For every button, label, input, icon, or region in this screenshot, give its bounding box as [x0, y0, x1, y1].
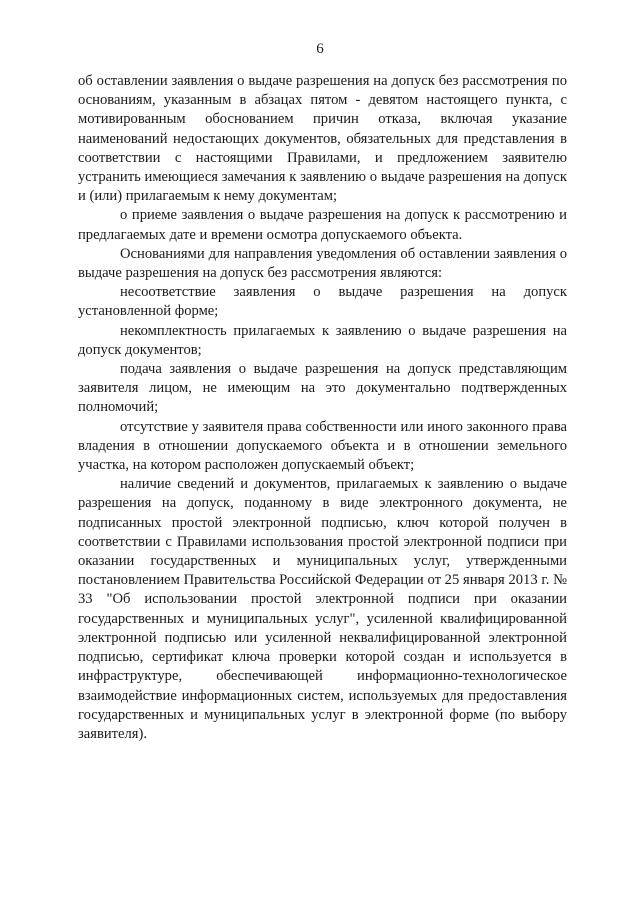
document-body — [78, 72, 567, 744]
paragraph-continuation: об оставлении заявления о выдаче разрешения на допуск без рассмотрения по основаниям, указанным в абзацах пятом - девятом настоящего пункта, с мотивированным обоснованием причин отказа, включая указание наименований недостающих документов, обязательных для представления в соответствии с настоящими Правилами, и предложением заявителю устранить имеющиеся замечания к заявлению о выдаче разрешения на допуск и (или) прилагаемым к нему документам; — [78, 73, 567, 205]
paragraph-ground-no-authority: подача заявления о выдаче разрешения на допуск представляющим заявителя лицом, не имеющим на это документально подтвержденных полномочий; — [78, 361, 567, 416]
paragraph-ground-form-mismatch: несоответствие заявления о выдаче разрешения на допуск установленной форме; — [78, 284, 567, 320]
paragraph-ground-no-ownership: отсутствие у заявителя права собственности или иного законного права владения в отношении допускаемого объекта и в отношении земельного участка, на котором расположен допускаемый объект; — [78, 418, 567, 474]
paragraph-grounds-intro: Основаниями для направления уведомления об оставлении заявления о выдаче разрешения на допуск без рассмотрения являются: — [78, 245, 567, 282]
paragraph-ground-incomplete-docs: некомплектность прилагаемых к заявлению о выдаче разрешения на допуск документов; — [78, 322, 567, 358]
page-number: 6 — [316, 41, 324, 57]
paragraph-ground-unsigned-documents: наличие сведений и документов, прилагаемых к заявлению о выдаче разрешения на допуск, поданному в виде электронного документа, не подписанных простой электронной подписью, ключ которой получен в соответствии с Правилами использования простой электронной подписи при оказании государственных и муниципальных услуг, утвержденными постановлением Правительства Российской Федерации от 25 января 2013 г. № 33 "Об использовании простой электронной подписи при оказании государственных и муниципальных услуг", усиленной квалифицированной электронной подписью или усиленной неквалифицированной электронной подписью, сертификат ключа проверки которой создан и используется в инфраструктуре, обеспечивающей информационно-технологическое взаимодействие информационных систем, используемых для предоставления государственных и муниципальных услуг в электронной форме (по выбору заявителя). — [78, 476, 567, 742]
paragraph-acceptance-notice: о приеме заявления о выдаче разрешения на допуск к рассмотрению и предлагаемых дате и времени осмотра допускаемого объекта. — [78, 207, 567, 243]
